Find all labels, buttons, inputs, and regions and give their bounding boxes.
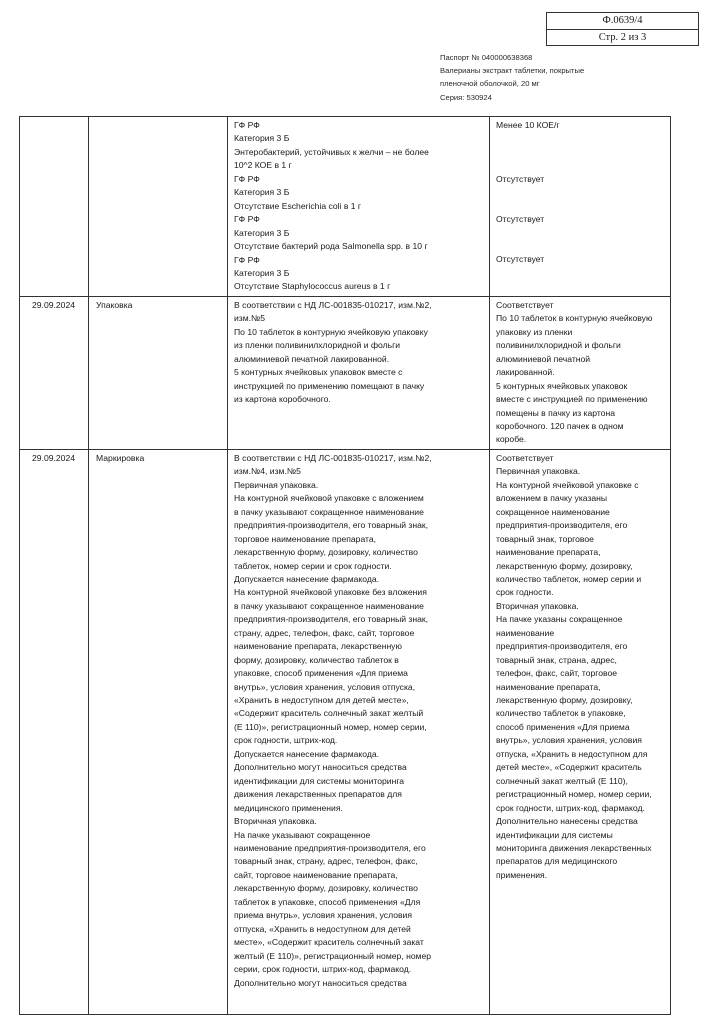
batch-number: Серия: 530924 [440,92,492,102]
table-row [20,449,671,1014]
text-line: Допускается нанесение фармакода. [234,748,380,759]
blank-line [496,227,666,240]
text-line: препаратов для медицинского [496,856,618,867]
text-line: алюминиевой печатной [496,353,591,364]
text-line: 10^2 КОЕ в 1 г [234,160,292,171]
text-line: регистрационный номер, номер серии, [496,789,652,800]
text-line: в пачку указывают сокращенное наименование [234,506,424,517]
text-line: Категория 3 Б [234,133,290,144]
text-line: лекарственную форму, дозировку, количество [234,883,418,894]
text-line: На контурной ячейковой упаковке с [496,479,639,490]
text-line: торговое наименование препарата, [234,533,377,544]
text-line: На пачке указывают сокращенное [234,829,371,840]
text-line: Энтеробактерий, устойчивых к желчи – не более [234,146,429,157]
text-line: упаковке, способ применения «Для приема [234,668,408,679]
text-line: Отсутствие Escherichia coli в 1 г [234,200,362,211]
text-line: лекарственную форму, дозировку, [496,560,633,571]
text-line: предприятия-производителя, его товарный знак, [234,614,429,625]
text-line: наименование препарата, [496,681,601,692]
text-line: серии, срок годности, штрих-код, фармакод. [234,964,412,975]
text-line: помещены в пачку из картона [496,407,615,418]
text-line: Менее 10 КОЕ/г [496,120,560,130]
text-line: Категория 3 Б [234,187,290,198]
text-line: из пленки поливинилхлоридной и фольги [234,340,401,351]
blank-line [496,132,666,145]
text-line: товарный знак, страна, адрес, [496,654,617,665]
text-line: Дополнительно нанесены средства [496,816,638,827]
test-name-cell [89,117,228,297]
text-line: форму, дозировку, количество таблеток в [234,654,399,665]
text-line: желтый (Е 110)», регистрационный номер, номер [234,950,432,961]
date-cell: 29.09.2024 [20,449,89,1014]
text-line: медицинского применения. [234,802,343,813]
text-line: коробочного. 120 пачек в одном [496,420,624,431]
requirement-cell [228,449,490,1014]
date-cell [20,117,89,297]
date-cell: 29.09.2024 [20,296,89,449]
test-name-cell: Упаковка [89,296,228,449]
text-line: (Е 110)», регистрационный номер, номер серии, [234,721,427,732]
text-line: Отсутствует [496,254,545,265]
text-line: телефон, факс, сайт, торговое [496,668,618,679]
requirement-cell [228,296,490,449]
text-line: Отсутствие Staphylococcus aureus в 1 г [234,281,391,292]
text-line: из картона коробочного. [234,394,331,405]
text-line: Соответствует [496,299,554,310]
text-line: предприятия-производителя, его [496,520,628,531]
requirement-cell [228,117,490,297]
text-line: применения. [496,869,548,880]
text-line: алюминиевой печатной лакированной. [234,353,390,364]
text-line: инструкцией по применению помещают в пачку [234,380,425,391]
text-line: Дополнительно могут наноситься средства [234,762,407,773]
text-line: лекарственную форму, дозировку, количество [234,547,418,558]
text-line: в пачку указывают сокращенное наименование [234,600,424,611]
text-line: На контурной ячейковой упаковке с вложением [234,493,424,504]
product-name-line-2: пленочной оболочкой, 20 мг [440,79,540,89]
text-line: сайт, торговое наименование препарата, [234,869,398,880]
text-line: срок годности, штрих-код, фармакод. [496,802,645,813]
text-line: Отсутствие бактерий рода Salmonella spp. в 10 г [234,241,428,252]
blank-line [496,240,666,253]
text-line: таблеток, номер серии и срок годности. [234,560,392,571]
text-line: упаковку из пленки [496,326,573,337]
blank-line [496,146,666,159]
text-line: ГФ РФ [234,173,260,184]
text-line: количество таблеток в упаковке, [496,708,626,719]
text-line: месте», «Содержит краситель солнечный закат [234,937,424,948]
text-line: отпуска, «Хранить в недоступном для [496,748,648,759]
text-line: На пачке указаны сокращенное [496,614,623,625]
blank-line [496,186,666,199]
text-line: солнечный закат желтый (Е 110), [496,775,628,786]
text-line: Вторичная упаковка. [234,816,317,827]
text-line: лекарственную форму, дозировку, [496,695,633,706]
text-line: предприятия-производителя, его [496,641,628,652]
text-line: коробе. [496,434,527,445]
text-line: сокращенное наименование [496,506,610,517]
text-line: «Содержит краситель солнечный закат желтый [234,708,424,719]
text-line: ГФ РФ [234,120,260,130]
text-line: По 10 таблеток в контурную ячейковую [496,313,653,324]
text-line: отпуска, «Хранить в недоступном для детей [234,923,411,934]
text-line: Допускается нанесение фармакода. [234,573,380,584]
text-line: Категория 3 Б [234,227,290,238]
blank-line [496,200,666,213]
text-line: идентификации для системы мониторинга [234,775,405,786]
text-line: товарный знак, страну, адрес, телефон, факс, [234,856,418,867]
text-line: приема внутрь», условия хранения, условия [234,910,413,921]
text-line: Отсутствует [496,173,545,184]
result-cell [490,449,671,1014]
passport-header [440,51,690,104]
text-line: ГФ РФ [234,214,260,225]
text-line: изм.№4, изм.№5 [234,466,301,477]
result-cell [490,117,671,297]
text-line: 5 контурных ячейковых упаковок вместе с [234,367,403,378]
text-line: страну, адрес, телефон, факс, сайт, торговое [234,627,415,638]
table-row [20,296,671,449]
page-number: Стр. 2 из 3 [598,32,647,43]
text-line: Вторичная упаковка. [496,600,579,611]
text-line: товарный знак, торговое [496,533,594,544]
text-line: идентификации для системы [496,829,613,840]
text-line: наименование [496,627,555,638]
text-line: детей месте», «Содержит краситель [496,762,642,773]
text-line: В соответствии с НД ЛС-001835-010217, изм.№2, [234,452,432,463]
text-line: «Хранить в недоступном для детей месте», [234,695,409,706]
text-line: лакированной. [496,367,555,378]
form-code: Ф.0639/4 [547,13,698,30]
blank-line [496,159,666,172]
text-line: предприятия-производителя, его товарный знак, [234,520,429,531]
text-line: внутрь», условия хранения, условия [496,735,642,746]
test-results-table [19,116,671,1015]
text-line: На контурной ячейковой упаковке без вложения [234,587,427,598]
text-line: поливинилхлоридной и фольги [496,340,621,351]
text-line: 5 контурных ячейковых упаковок [496,380,628,391]
product-name-line-1: Валерианы экстракт таблетки, покрытые [440,66,585,76]
text-line: Отсутствует [496,214,545,225]
text-line: В соответствии с НД ЛС-001835-010217, изм.№2, [234,299,432,310]
form-code-box [546,12,699,46]
text-line: внутрь», условия хранения, условия отпуска, [234,681,416,692]
text-line: Дополнительно могут наноситься средства [234,977,407,988]
result-cell [490,296,671,449]
text-line: наименование предприятия-производителя, его [234,843,426,854]
text-line: Категория 3 Б [234,267,290,278]
passport-number: Паспорт № 040000638368 [440,53,533,62]
text-line: срок годности. [496,587,554,598]
text-line: способ применения «Для приема [496,721,630,732]
text-line: вместе с инструкцией по применению [496,394,648,405]
text-line: количество таблеток, номер серии и [496,573,642,584]
text-line: наименование препарата, лекарственную [234,641,402,652]
text-line: вложением в пачку указаны [496,493,608,504]
text-line: срок годности, штрих-код. [234,735,338,746]
text-line: наименование препарата, [496,547,601,558]
text-line: Первичная упаковка. [234,479,319,490]
table-row [20,117,671,297]
text-line: Первичная упаковка. [496,466,581,477]
text-line: таблеток в упаковке, способ применения «Для [234,896,421,907]
text-line: движения лекарственных препаратов для [234,789,402,800]
text-line: мониторинга движения лекарственных [496,843,652,854]
test-name-cell: Маркировка [89,449,228,1014]
text-line: По 10 таблеток в контурную ячейковую упаковку [234,326,428,337]
text-line: изм.№5 [234,313,266,324]
text-line: Соответствует [496,452,554,463]
text-line: ГФ РФ [234,254,260,265]
